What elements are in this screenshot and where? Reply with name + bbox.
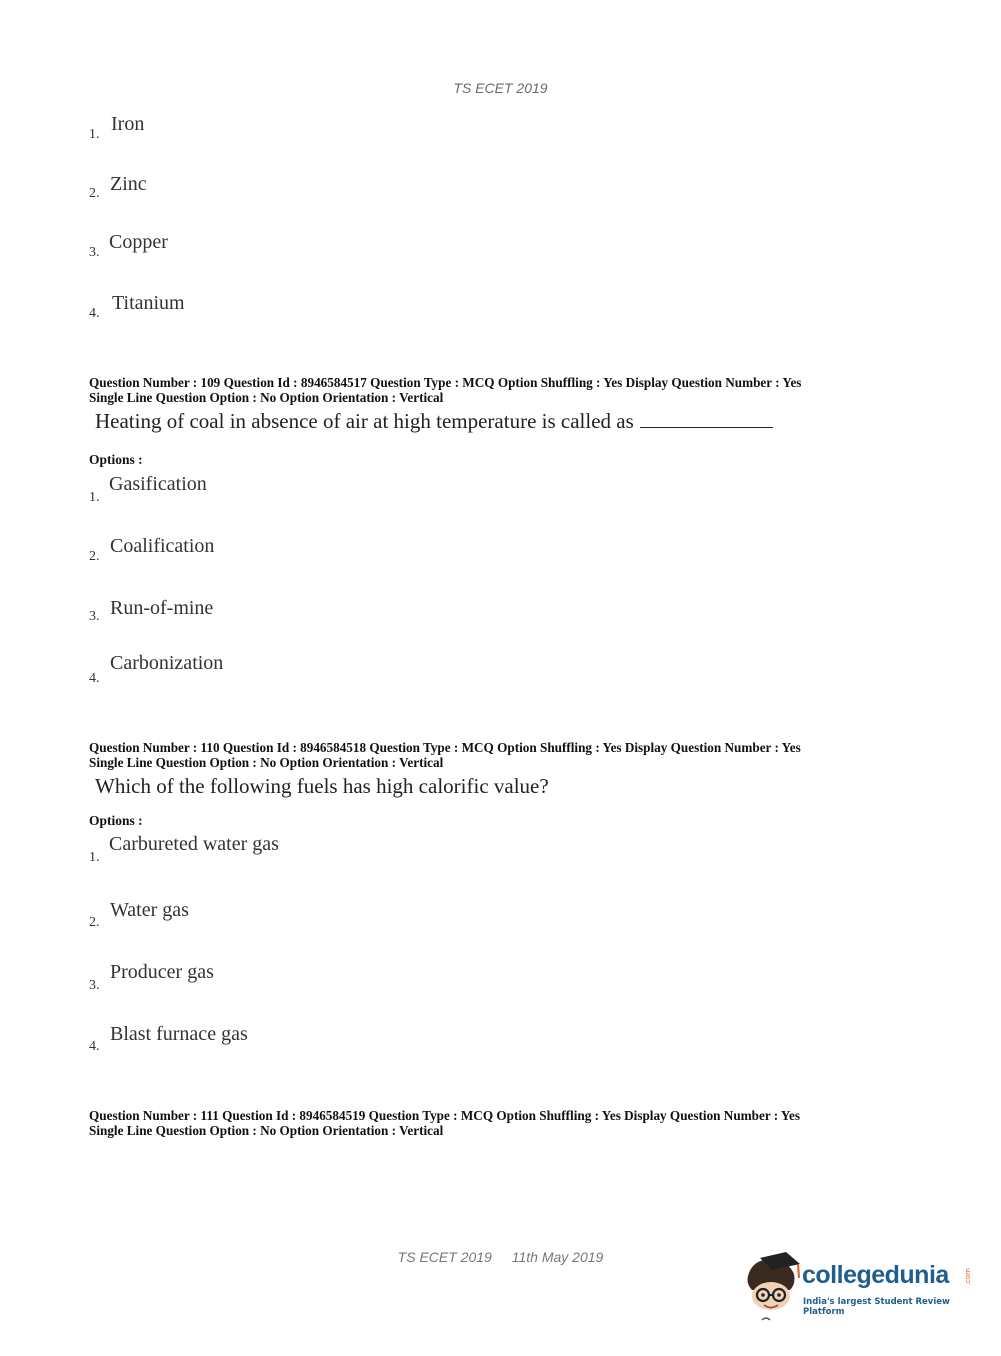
question-stem: Heating of coal in absence of air at high temperature is called as [95,409,634,433]
meta-line-1: Question Number : 111 Question Id : 8946584519 Question Type : MCQ Option Shuffling : Yes Display Question Number : Yes [89,1108,800,1123]
question-meta [89,1109,919,1138]
option-number: 2. [89,549,100,564]
logo-domain: .com [964,1268,972,1286]
option-text: Blast furnace gas [110,1023,248,1045]
options-label: Options : [89,813,143,828]
collegedunia-logo [742,1250,977,1322]
option-number: 3. [89,978,100,993]
page-header: TS ECET 2019 [453,80,548,96]
option-number: 3. [89,609,100,624]
option-number: 3. [89,245,100,260]
option-number: 4. [89,306,100,321]
option-text: Carbonization [110,652,224,674]
option-number: 1. [89,127,100,142]
question-text: Which of the following fuels has high calorific value? [95,774,549,798]
option-text: Carbureted water gas [109,833,279,855]
meta-line-1: Question Number : 110 Question Id : 8946584518 Question Type : MCQ Option Shuffling : Yes Display Question Number : Yes [89,740,801,755]
meta-line-2: Single Line Question Option : No Option Orientation : Vertical [89,389,444,405]
mascot-icon [742,1250,804,1322]
answer-blank [640,426,773,428]
option-text: Zinc [110,173,147,195]
option-number: 2. [89,915,100,930]
option-number: 1. [89,850,100,865]
options-label: Options : [89,452,143,467]
logo-wordmark: collegedunia [802,1261,949,1289]
option-text: Water gas [110,899,189,921]
option-text: Run-of-mine [110,597,214,619]
option-text: Iron [111,113,145,135]
option-text: Coalification [110,535,215,557]
option-text: Copper [109,231,168,253]
option-text: Producer gas [110,961,214,983]
question-meta [89,376,919,405]
question-text [95,409,773,434]
option-number: 1. [89,490,100,505]
footer-exam: TS ECET 2019 [397,1249,492,1265]
footer-date: 11th May 2019 [511,1249,604,1265]
logo-tagline: India's largest Student Review Platform [803,1297,950,1317]
option-number: 4. [89,671,100,686]
option-text: Titanium [112,292,185,314]
option-number: 4. [89,1039,100,1054]
meta-line-1: Question Number : 109 Question Id : 8946584517 Question Type : MCQ Option Shuffling : Yes Display Question Number : Yes [89,375,802,390]
question-meta [89,741,919,770]
option-text: Gasification [109,473,207,495]
meta-line-2: Single Line Question Option : No Option Orientation : Vertical [89,1122,444,1138]
meta-line-2: Single Line Question Option : No Option Orientation : Vertical [89,754,444,770]
option-number: 2. [89,186,100,201]
